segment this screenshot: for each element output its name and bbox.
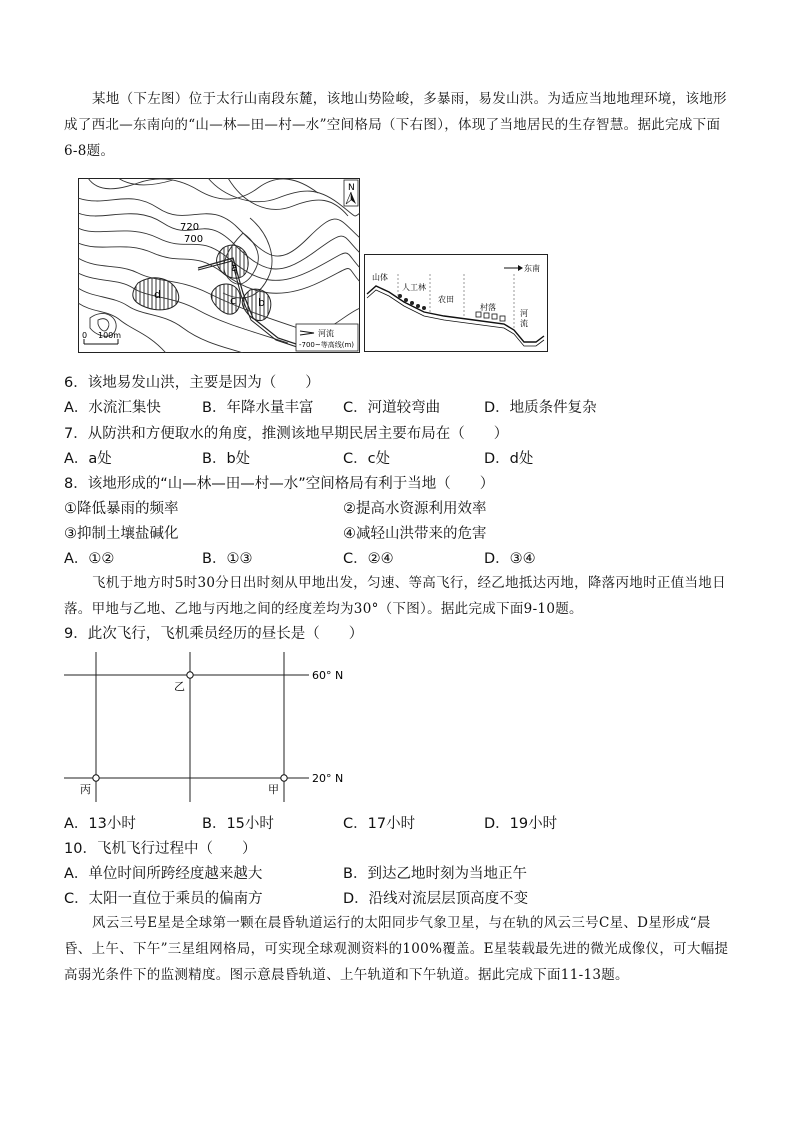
legend-river: 河流 <box>318 329 334 338</box>
lat-label-20n: 20° N <box>312 772 344 785</box>
q7-option-d: D．d处 <box>484 451 534 467</box>
q10-option-b: B．到达乙地时刻为当地正午 <box>343 866 527 882</box>
point-c-label: c <box>230 294 237 307</box>
question-8: 8．该地形成的“山—林—田—村—水”空间格局有利于当地（ ） <box>64 476 495 492</box>
intro-paragraph-9-10: 飞机于地方时5时30分日出时刻从甲地出发，匀速、等高飞行，经乙地抵达丙地，降落丙地时正值当地日落。甲地与乙地、乙地与丙地之间的经度差均为30°（下图）。据此完成下面9-10题。 <box>64 575 726 617</box>
map-legend <box>296 324 358 351</box>
legend-contour: -700~等高线(m) <box>299 341 355 349</box>
q7-option-a: A．a处 <box>64 451 112 467</box>
point-b-label: b <box>258 296 265 309</box>
profile-label-river-1: 河 <box>520 309 528 318</box>
point-bing <box>93 775 99 781</box>
svg-text:100m: 100m <box>98 331 122 340</box>
label-bing: 丙 <box>80 783 91 796</box>
intro-paragraph-6-8: 某地（下左图）位于太行山南段东麓，该地山势险峻，多暴雨，易发山洪。为适应当地地理环境，该地形成了西北—东南向的“山—林—田—村—水”空间格局（下右图），体现了当地居民的生存智慧。据此完成下面6-8题。 <box>64 91 727 159</box>
label-yi: 乙 <box>174 680 185 693</box>
svg-text:N: N <box>348 183 355 193</box>
q6-option-b: B．年降水量丰富 <box>202 400 314 416</box>
question-10: 10．飞机飞行过程中（ ） <box>64 841 257 857</box>
question-6: 6．该地易发山洪，主要是因为（ ） <box>64 375 320 391</box>
svg-text:0: 0 <box>82 331 88 340</box>
q8-item-1: ①降低暴雨的频率 <box>64 501 179 517</box>
q10-option-d: D．沿线对流层层顶高度不变 <box>343 891 529 907</box>
q8-item-3: ③抑制土壤盐碱化 <box>64 526 179 542</box>
q8-option-b: B．①③ <box>202 551 253 567</box>
profile-label-forest: 人工林 <box>402 283 426 292</box>
profile-label-mountain: 山体 <box>372 273 388 282</box>
q6-option-c: C．河道较弯曲 <box>343 400 441 416</box>
q9-option-b: B．15小时 <box>202 816 274 832</box>
profile-label-river-2: 流 <box>520 319 528 328</box>
intro-paragraph-11-13: 风云三号E星是全球第一颗在晨昏轨道运行的太阳同步气象卫星，与在轨的风云三号C星、D星形成“晨昏、上午、下午”三星组网格局，可实现全球观测资料的100%覆盖。E星装载最先进的微光成像仪，可大幅提高弱光条件下的监测精度。图示意晨昏轨道、上午轨道和下午轨道。据此完成下面11-13题。 <box>64 915 729 983</box>
latitude-longitude-grid <box>64 652 354 804</box>
profile-label-farmland: 农田 <box>438 295 454 304</box>
label-jia: 甲 <box>268 783 279 796</box>
q9-option-a: A．13小时 <box>64 816 136 832</box>
q7-option-c: C．c处 <box>343 451 391 467</box>
profile-direction: 东南 <box>524 264 540 273</box>
q8-option-c: C．②④ <box>343 551 394 567</box>
contour-map <box>78 178 360 353</box>
point-yi <box>187 672 193 678</box>
q9-option-c: C．17小时 <box>343 816 416 832</box>
q8-item-4: ④减轻山洪带来的危害 <box>343 526 487 542</box>
point-d-label: d <box>154 288 161 301</box>
question-9: 9．此次飞行，飞机乘员经历的昼长是（ ） <box>64 626 364 642</box>
contour-label-720: 720 <box>180 222 200 233</box>
north-arrow-icon <box>344 180 358 206</box>
q10-option-a: A．单位时间所跨经度越来越大 <box>64 866 263 882</box>
q9-option-d: D．19小时 <box>484 816 558 832</box>
point-jia <box>281 775 287 781</box>
q6-option-a: A．水流汇集快 <box>64 400 161 416</box>
lat-label-60n: 60° N <box>312 669 344 682</box>
q10-option-c: C．太阳一直位于乘员的偏南方 <box>64 891 263 907</box>
profile-diagram <box>364 254 548 352</box>
question-7: 7．从防洪和方便取水的角度，推测该地早期民居主要布局在（ ） <box>64 426 509 442</box>
q8-item-2: ②提高水资源利用效率 <box>343 501 487 517</box>
contour-label-700: 700 <box>184 234 204 245</box>
q8-option-d: D．③④ <box>484 551 536 567</box>
q8-option-a: A．①② <box>64 551 115 567</box>
q6-option-d: D．地质条件复杂 <box>484 400 597 416</box>
q7-option-b: B．b处 <box>202 451 251 467</box>
profile-label-village: 村落 <box>480 303 496 312</box>
point-a-label: a <box>231 261 238 274</box>
